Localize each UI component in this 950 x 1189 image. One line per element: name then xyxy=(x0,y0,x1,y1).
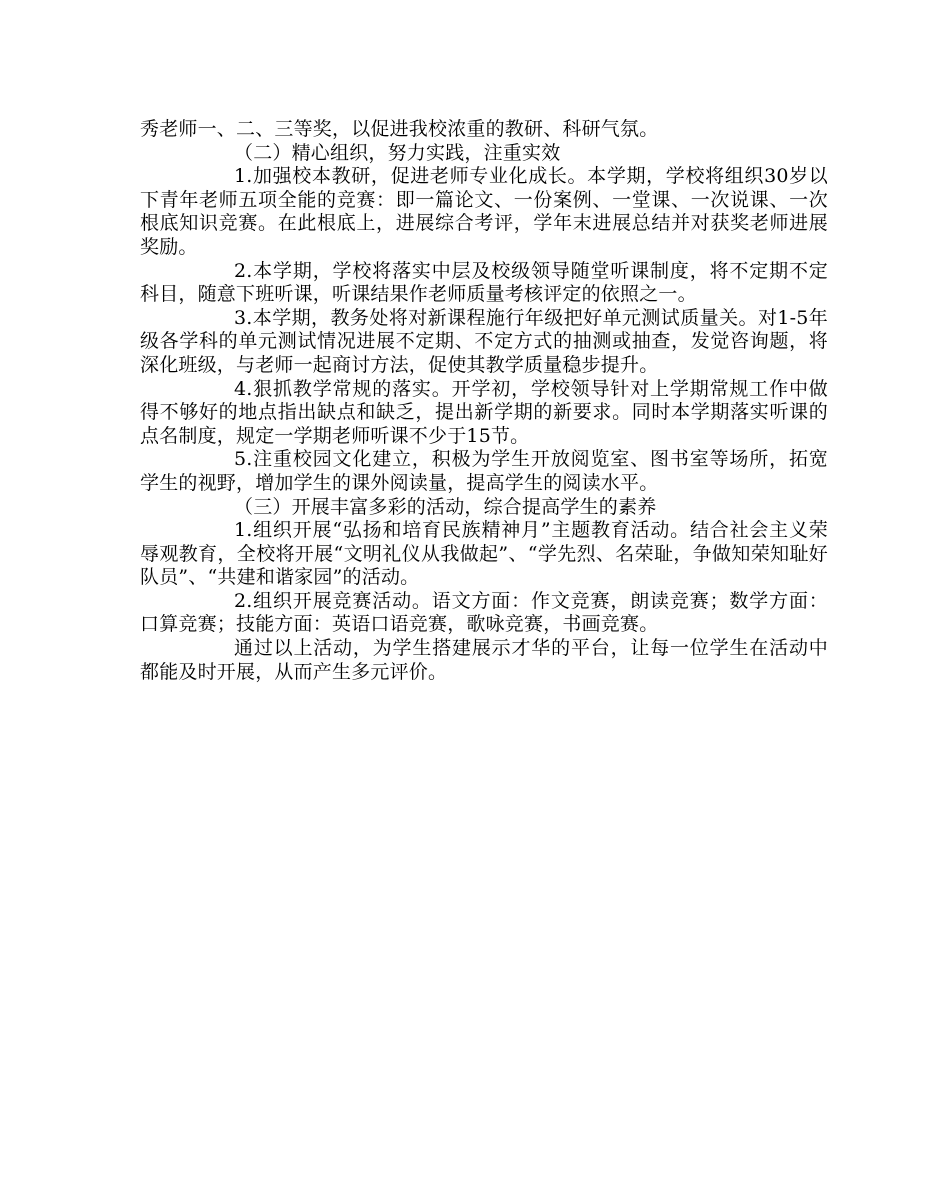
paragraph-item-2: 2.本学期，学校将落实中层及校级领导随堂听课制度，将不定期不定科目，随意下班听课，听课结果作老师质量考核评定的依照之一。 xyxy=(140,259,828,306)
paragraph-activity-1: 1.组织开展“弘扬和培育民族精神月”主题教育活动。结合社会主义荣辱观教育，全校将开展“文明礼仪从我做起”、“学先烈、名荣耻，争做知荣知耻好队员”、“共建和谐家园”的活动。 xyxy=(140,519,828,589)
section-heading-2: （二）精心组织，努力实践，注重实效 xyxy=(234,141,561,164)
section-heading-3: （三）开展丰富多彩的活动，综合提高学生的素养 xyxy=(234,495,657,518)
paragraph-activity-2: 2.组织开展竞赛活动。语文方面：作文竞赛，朗读竞赛；数学方面：口算竞赛；技能方面：英语口语竞赛，歌咏竞赛，书画竞赛。 xyxy=(140,589,828,636)
paragraph-item-4: 4.狠抓教学常规的落实。开学初，学校领导针对上学期常规工作中做得不够好的地点指出缺点和缺乏，提出新学期的新要求。同时本学期落实听课的点名制度，规定一学期老师听课不少于15节。 xyxy=(140,377,828,447)
paragraph-item-5: 5.注重校园文化建立，积极为学生开放阅览室、图书室等场所，拓宽学生的视野，增加学生的课外阅读量，提高学生的阅读水平。 xyxy=(140,448,828,494)
document-body xyxy=(140,118,828,684)
paragraph-item-1: 1.加强校本教研，促进老师专业化成长。本学期，学校将组织30岁以下青年老师五项全能的竞赛：即一篇论文、一份案例、一堂课、一次说课、一次根底知识竞赛。在此根底上，进展综合考评，学年末进展总结并对获奖老师进展奖励。 xyxy=(140,165,828,258)
paragraph-summary: 通过以上活动，为学生搭建展示才华的平台，让每一位学生在活动中都能及时开展，从而产生多元评价。 xyxy=(140,637,828,683)
paragraph-continuation: 秀老师一、二、三等奖，以促进我校浓重的教研、科研气氛。 xyxy=(140,118,659,140)
paragraph-item-3: 3.本学期，教务处将对新课程施行年级把好单元测试质量关。对1-5年级各学科的单元测试情况进展不定期、不定方式的抽测或抽查，发觉咨询题，将深化班级，与老师一起商讨方法，促使其教学质量稳步提升。 xyxy=(140,306,828,376)
